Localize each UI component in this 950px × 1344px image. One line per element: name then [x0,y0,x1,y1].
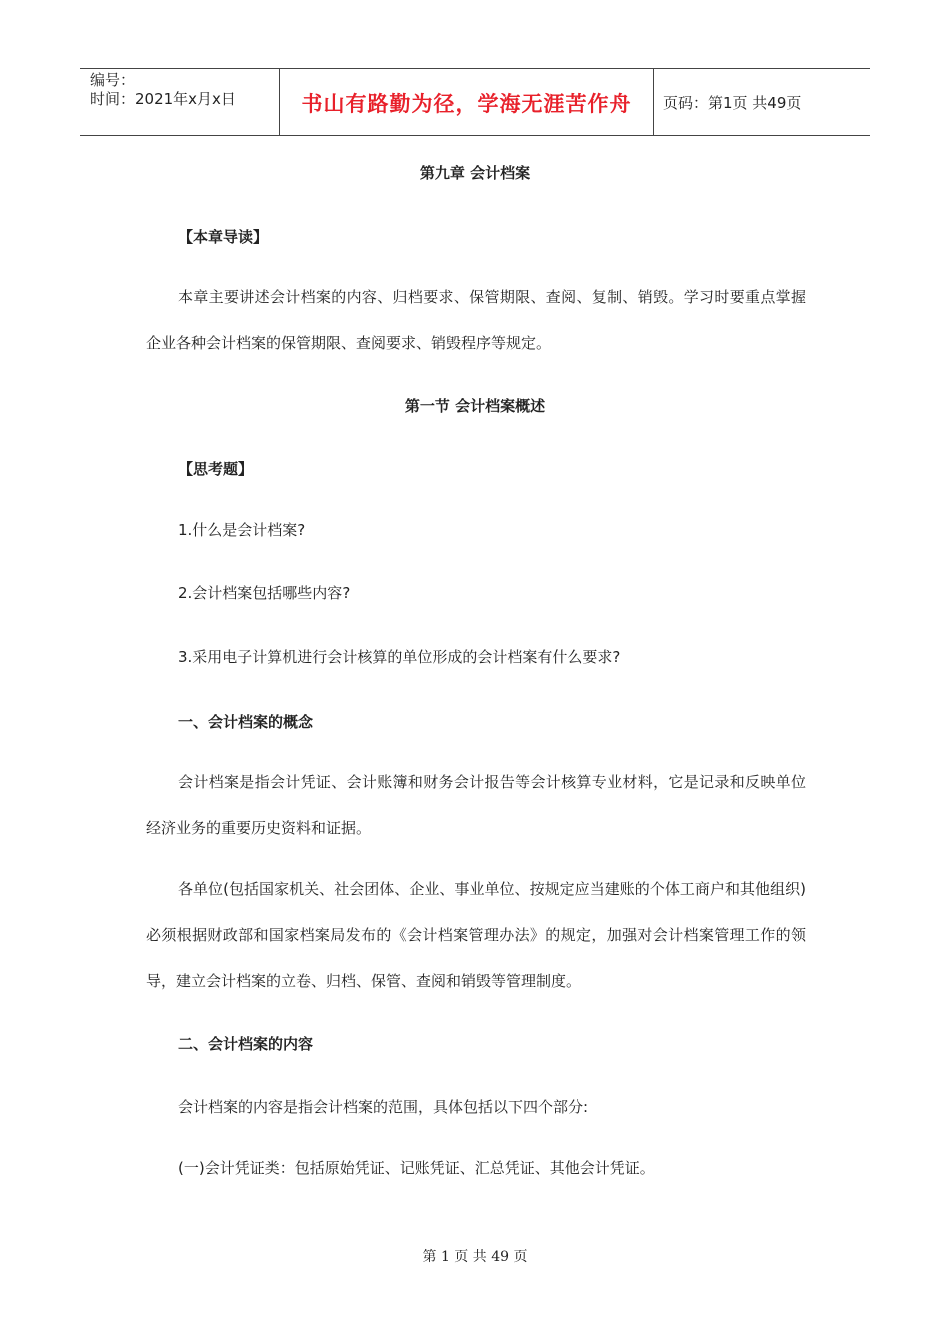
chapter-title: 第九章 会计档案 [419,164,531,182]
part1-heading: 一、会计档案的概念 [178,713,314,731]
page-footer: 第 1 页 共 49 页 [422,1249,528,1265]
guide-paragraph: 本章主要讲述会计档案的内容、归档要求、保管期限、查阅、复制、销毁。学习时要重点掌握企业各种会计档案的保管期限、查阅要求、销毁程序等规定。 [146,288,806,352]
document-time-label: 时间：2021年x月x日 [90,90,236,108]
part1-paragraph: 会计档案是指会计凭证、会计账簿和财务会计报告等会计核算专业材料，它是记录和反映单位经济业务的重要历史资料和证据。 [146,773,806,837]
questions-heading: 【思考题】 [178,460,254,478]
document-number-label: 编号： [90,71,136,89]
header-motto: 书山有路勤为径，学海无涯苦作舟 [280,69,654,135]
header-page-info: 页码：第1页 共49页 [663,93,802,112]
question-item: 1.什么是会计档案? [178,521,306,539]
section-title: 第一节 会计档案概述 [404,397,546,415]
question-item: 3.采用电子计算机进行会计核算的单位形成的会计档案有什么要求? [178,648,621,666]
guide-heading: 【本章导读】 [178,228,269,246]
question-item: 2.会计档案包括哪些内容? [178,584,351,602]
header-meta-cell [80,69,280,135]
part2-intro: 会计档案的内容是指会计档案的范围，具体包括以下四个部分: [178,1098,589,1116]
part1-paragraph: 各单位(包括国家机关、社会团体、企业、事业单位、按规定应当建账的个体工商户和其他组织)必须根据财政部和国家档案局发布的《会计档案管理办法》的规定，加强对会计档案管理工作的领导，建立会计档案的立卷、归档、保管、查阅和销毁等管理制度。 [146,880,806,990]
part2-heading: 二、会计档案的内容 [178,1035,314,1053]
page-header-table [80,68,870,136]
part2-item: (一)会计凭证类：包括原始凭证、记账凭证、汇总凭证、其他会计凭证。 [178,1159,655,1177]
